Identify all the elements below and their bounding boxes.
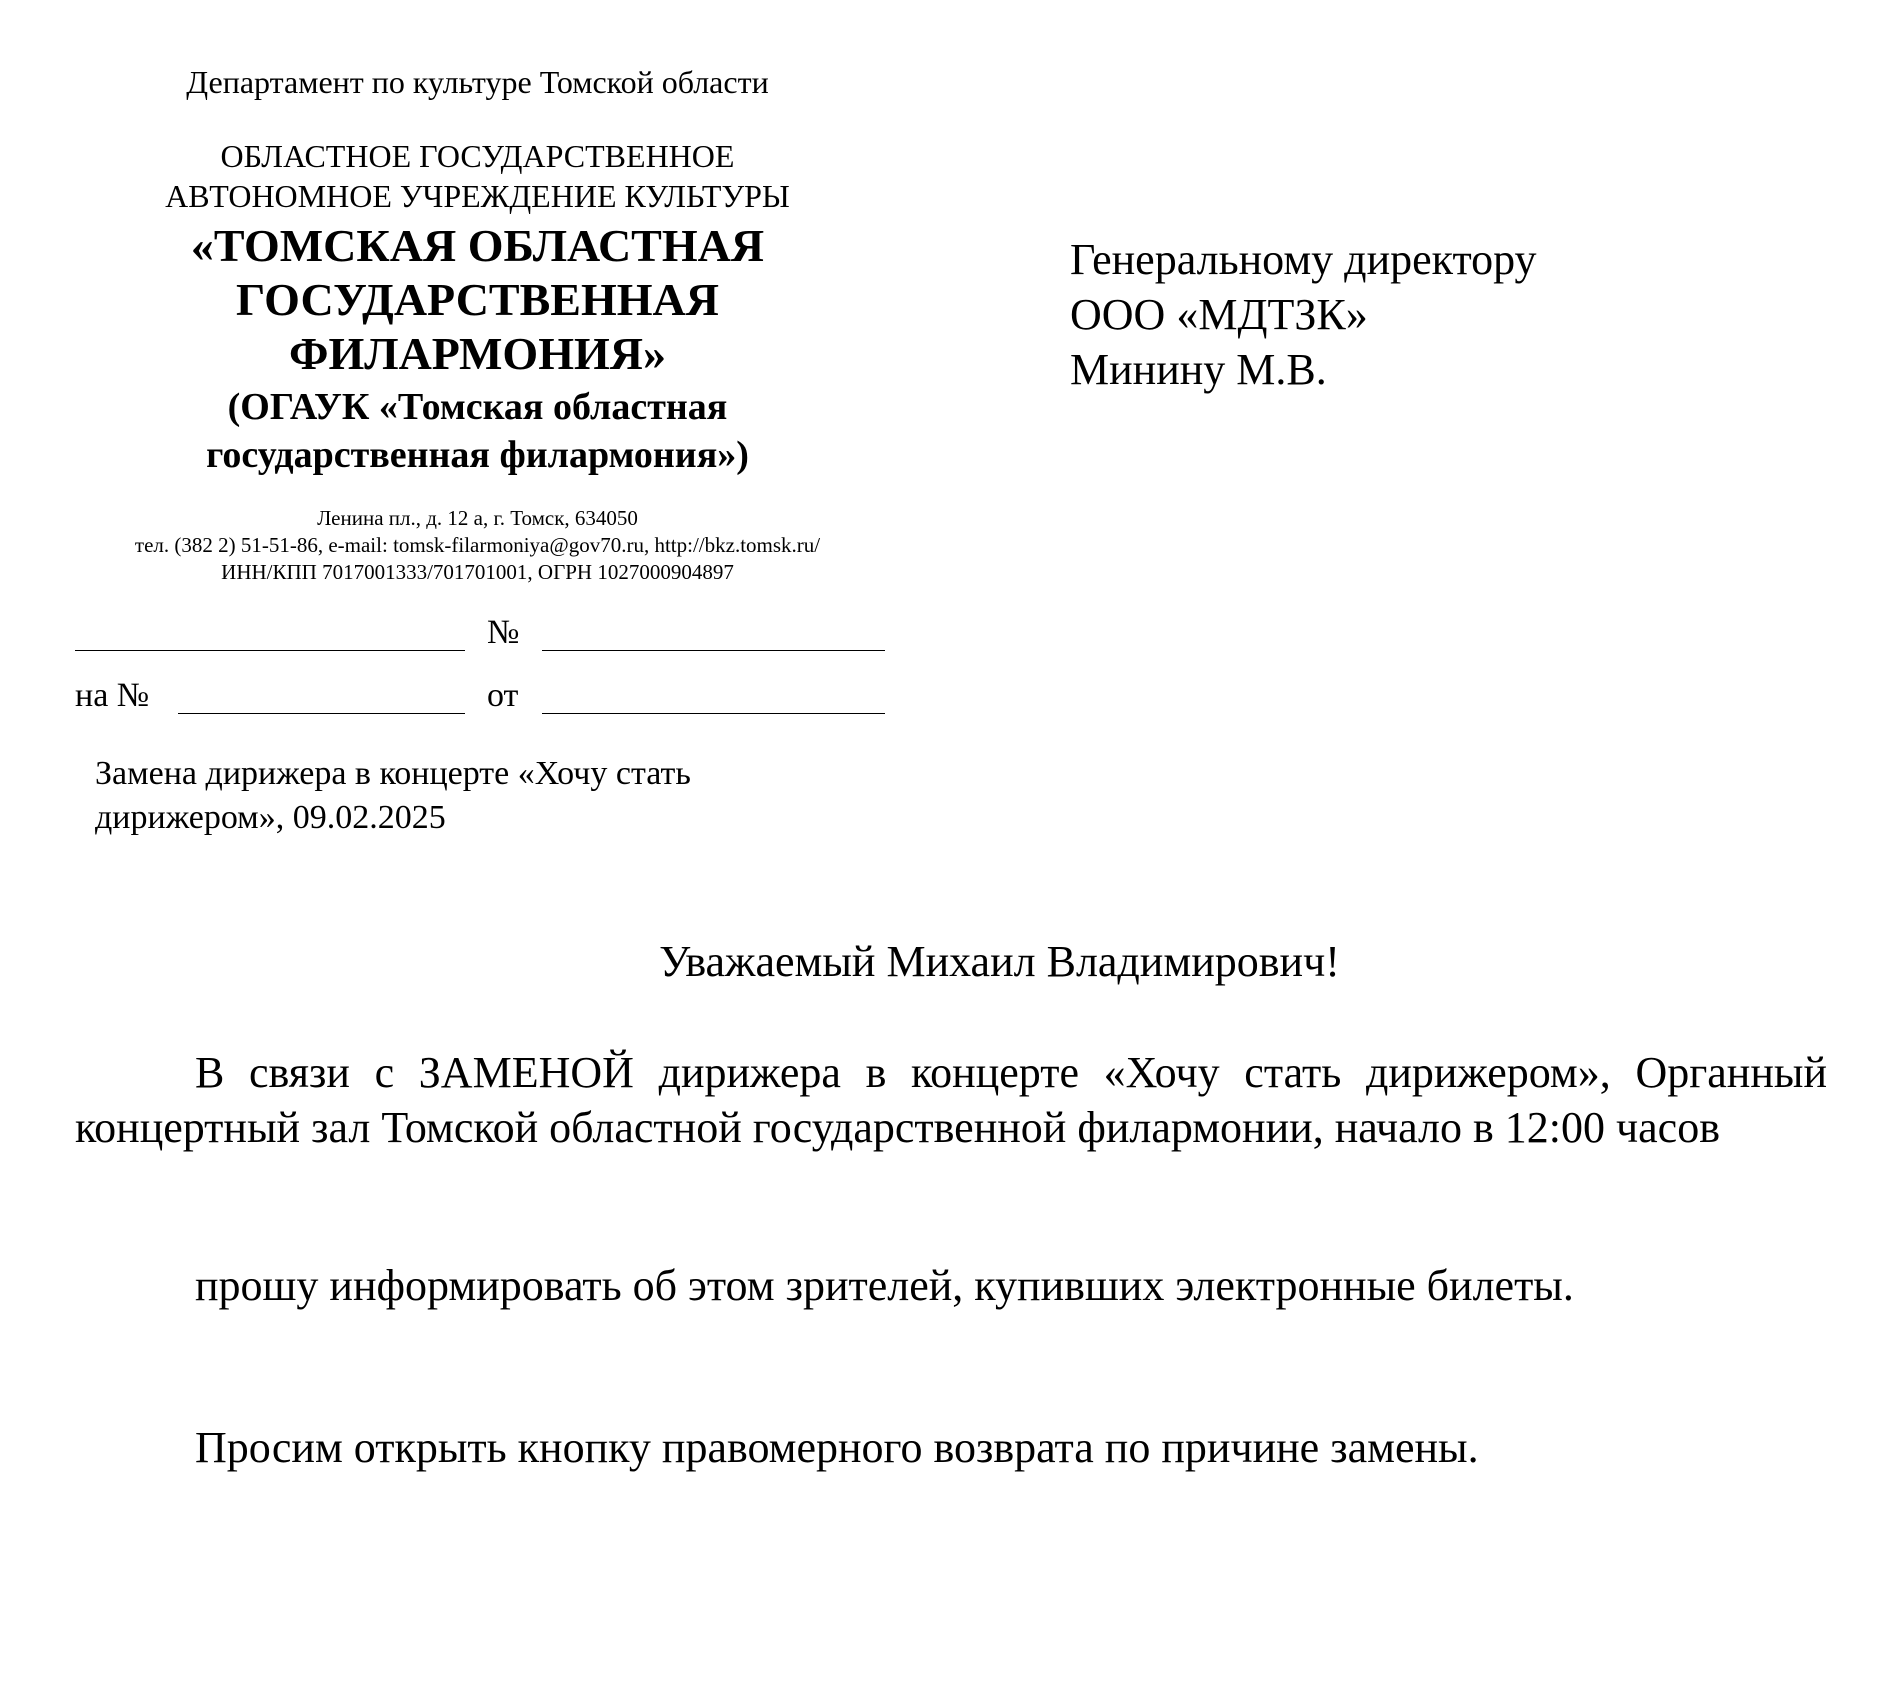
department-name: Департамент по культуре Томской области bbox=[186, 64, 769, 100]
organization-contacts bbox=[75, 505, 880, 586]
reply-date-blank bbox=[542, 713, 885, 714]
reply-registration-row bbox=[75, 668, 885, 718]
contacts-line: тел. (382 2) 51-51-86, e-mail: tomsk-filarmoniya@gov70.ru, http://bkz.tomsk.ru/ bbox=[134, 533, 821, 557]
organization-name-line: «ТОМСКАЯ ОБЛАСТНАЯ bbox=[190, 220, 765, 271]
organization-name-line: ГОСУДАРСТВЕННАЯ bbox=[236, 274, 719, 325]
organization-type bbox=[75, 136, 880, 216]
requisites-line: ИНН/КПП 7017001333/701701001, ОГРН 1027000904897 bbox=[221, 560, 734, 584]
from-label: от bbox=[487, 677, 519, 714]
number-sign-label: № bbox=[487, 614, 520, 651]
subject-line: дирижером», 09.02.2025 bbox=[95, 799, 446, 836]
body-paragraph: Просим открыть кнопку правомерного возврата по причине замены. bbox=[195, 1423, 1479, 1472]
organization-short-name-line: (ОГАУК «Томская областная bbox=[227, 386, 728, 428]
letter-subject bbox=[95, 752, 815, 840]
organization-short-name bbox=[75, 383, 880, 479]
subject-line: Замена дирижера в концерте «Хочу стать bbox=[95, 755, 691, 792]
outgoing-date-blank bbox=[75, 650, 465, 651]
salutation: Уважаемый Михаил Владимирович! bbox=[659, 937, 1340, 986]
body-paragraph: В связи с ЗАМЕНОЙ дирижера в концерте «Хочу стать дирижером», Органный концертный зал Томской областной государственной филармонии, начало в 12:00 часов bbox=[75, 1048, 1827, 1152]
outgoing-registration-row bbox=[75, 605, 885, 655]
organization-type-line: АВТОНОМНОЕ УЧРЕЖДЕНИЕ КУЛЬТУРЫ bbox=[165, 178, 790, 214]
organization-type-line: ОБЛАСТНОЕ ГОСУДАРСТВЕННОЕ bbox=[220, 138, 735, 174]
addressee-name: Минину М.В. bbox=[1070, 345, 1327, 394]
organization-name-line: ФИЛАРМОНИЯ» bbox=[289, 328, 666, 379]
address-line: Ленина пл., д. 12 а, г. Томск, 634050 bbox=[317, 506, 638, 530]
body-paragraph: прошу информировать об этом зрителей, купивших электронные билеты. bbox=[195, 1261, 1574, 1310]
addressee-company: ООО «МДТЗК» bbox=[1070, 290, 1368, 339]
addressee-position: Генеральному директору bbox=[1070, 235, 1537, 284]
reply-to-number-label: на № bbox=[75, 677, 150, 714]
letterhead bbox=[75, 62, 880, 586]
organization-name bbox=[75, 219, 880, 381]
reply-number-blank bbox=[178, 713, 465, 714]
outgoing-number-blank bbox=[542, 650, 885, 651]
addressee-block bbox=[1070, 232, 1537, 397]
organization-short-name-line: государственная филармония») bbox=[206, 434, 749, 476]
